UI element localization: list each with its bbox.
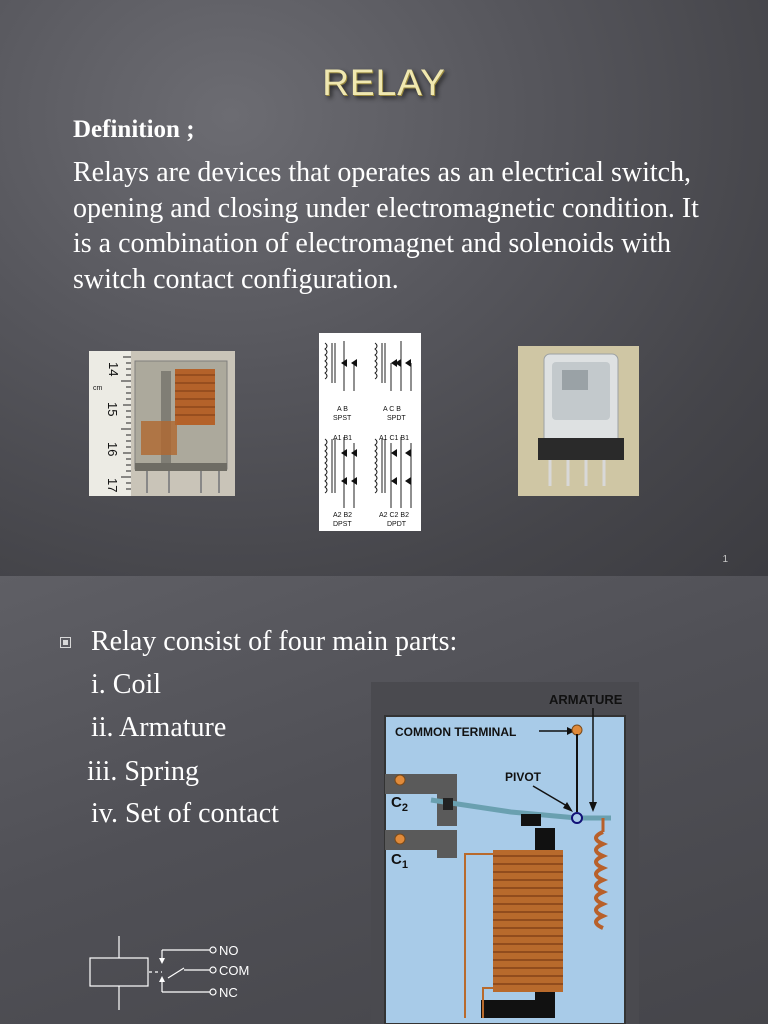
ruler-17: 17 <box>105 478 120 493</box>
dpst-bottom-terminals: A2 B2 <box>333 512 353 519</box>
schematic-no-label: NO <box>219 943 239 958</box>
definition-heading: Definition ; <box>73 116 195 143</box>
spdt-label: SPDT <box>387 415 406 422</box>
slide-title: RELAY <box>322 62 446 103</box>
ruler-15: 15 <box>105 402 120 417</box>
clear-relay-photo <box>518 346 639 496</box>
dpdt-label: DPDT <box>387 521 407 528</box>
spdt-terminals: A C B <box>383 406 401 413</box>
relay-construction-diagram <box>371 682 639 1024</box>
page-number: 1 <box>722 554 728 565</box>
parts-bullet <box>60 626 457 658</box>
armature-label: ARMATURE <box>549 692 623 707</box>
spst-label: SPST <box>333 415 352 422</box>
dpdt-bottom-terminals: A2 C2 B2 <box>379 512 409 519</box>
relay-schematic-symbol <box>88 934 258 1014</box>
schematic-nc-label: NC <box>219 985 238 1000</box>
definition-text: Relays are devices that operates as an electrical switch, opening and closing under electromagnetic condition. It is a combination of electromagnet and solenoids with switch contact configuration. <box>73 157 699 295</box>
ruler-14: 14 <box>106 362 121 377</box>
common-terminal-label: COMMON TERMINAL <box>395 725 517 739</box>
parts-bullet-text: Relay consist of four main parts: <box>91 626 458 657</box>
c2-label: $C_2$ <box>391 794 408 814</box>
dpst-label: DPST <box>333 521 352 528</box>
c1-label: $C_1$ <box>391 851 408 871</box>
ruler-cm: cm <box>93 385 103 392</box>
spst-terminals: A B <box>337 406 348 413</box>
ruler-16: 16 <box>105 442 120 457</box>
pivot-label: PIVOT <box>505 770 542 784</box>
part-coil: i. Coil <box>91 669 162 700</box>
dpdt-top-terminals: A1 C1 B1 <box>379 435 409 442</box>
part-contact: iv. Set of contact <box>91 798 279 829</box>
part-armature: ii. Armature <box>91 712 227 743</box>
bullet-square-icon <box>60 637 71 648</box>
schematic-com-label: COM <box>219 963 250 978</box>
dpst-top-terminals: A1 B1 <box>333 435 353 442</box>
relay-symbols-diagram <box>319 333 421 531</box>
relay-ruler-photo <box>89 351 235 496</box>
part-spring: iii. Spring <box>87 756 200 787</box>
